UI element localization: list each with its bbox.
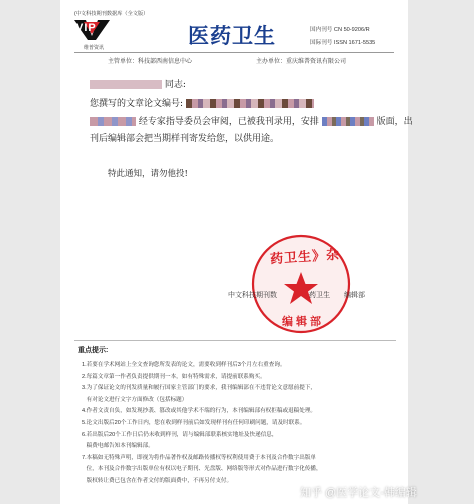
vip-logo-subtitle: 维普资讯	[84, 45, 105, 51]
signature-line: 中文科技期刊数 药卫生 编辑部	[228, 292, 365, 299]
redacted-article-id	[186, 99, 314, 108]
zhihu-watermark: 知乎 @医学论文-韩编辑	[300, 487, 417, 499]
notification-document	[60, 0, 413, 504]
letter-line-2: 经专家指导委员会审阅，已被我刊录用，安排 版面，出	[90, 114, 408, 127]
seal-arc-text: 药卫生》杂	[269, 247, 341, 268]
note-item: 6.若出版后20个工作日后仍未收到样刊，请与编辑部联系核实地址及快递信息，	[82, 431, 278, 438]
closing-line: 特此通知，请勿他投!	[108, 169, 188, 179]
note-item: 7.本稿如无特殊声明，即视为将作品著作权及邮路传播权等权利使用费于本刊及合作数字出版单	[82, 454, 317, 461]
redacted-name	[90, 80, 162, 89]
letter-line-3: 刊后编辑部会把当期样刊寄发给您，以供用途。	[90, 134, 280, 144]
notes-list	[82, 360, 400, 488]
note-item: 1.若要在学术网站上全文查询您所发表的论文，需要收到样刊后3个月左右重查询。	[82, 362, 286, 368]
header-divider	[74, 52, 394, 53]
database-top-label: (中文科技期刊数据库（全文版）	[74, 11, 149, 17]
note-item: 2.每篇文章第一作者负责提供期刊一本，如有特殊需求，请提前联系购买。	[82, 373, 266, 380]
vip-logo-text: VIP	[76, 22, 97, 34]
redacted-issue	[322, 117, 374, 126]
note-item: 3.为了保证论文的刊发质量和履行国家主管部门的要求，我刊编辑部在不违背论文意愿前提下，	[82, 385, 317, 392]
note-item: 版权转让费已包含在作者文付的版面费中，不再另付支付。	[82, 477, 233, 484]
organizer-unit: 主办单位：重庆维普资讯有限公司	[256, 59, 347, 65]
seal-bottom-text: 编辑部	[282, 315, 324, 328]
redacted-author	[90, 117, 136, 126]
issn-number: 国际刊号 ISSN 1671-5535	[310, 40, 376, 46]
notes-title: 重点提示:	[78, 347, 109, 354]
note-item: 4.作者文责自负，如发现抄袭、篡改或其他学术不端的行为，本刊编辑部有权拒稿或退稿处理。	[82, 408, 317, 415]
letter-line-1: 您撰写的文章论文编号:	[90, 96, 400, 109]
notes-divider	[74, 340, 396, 341]
note-item: 稿费电邮告知本刊编辑部。	[82, 443, 154, 450]
journal-title: 医药卫生	[188, 25, 276, 48]
note-item: 位，本刊及合作数字出版单位有权以电子期刊、光盘版、网络版等形式对作品进行数字化传播，	[82, 466, 322, 473]
sponsor-unit: 主管单位：科技部西南信息中心	[108, 59, 193, 65]
note-item: 5.论文出版后20个工作日内，您在收到样刊前后如发现样刊有任何印刷问题，请及时联系。	[82, 419, 306, 426]
note-item: 有对论文进行文字方面修改（包括标题）	[82, 396, 188, 403]
cn-number: 国内刊号 CN 50-9206/R	[310, 27, 370, 33]
greeting: 同志:	[90, 77, 186, 90]
